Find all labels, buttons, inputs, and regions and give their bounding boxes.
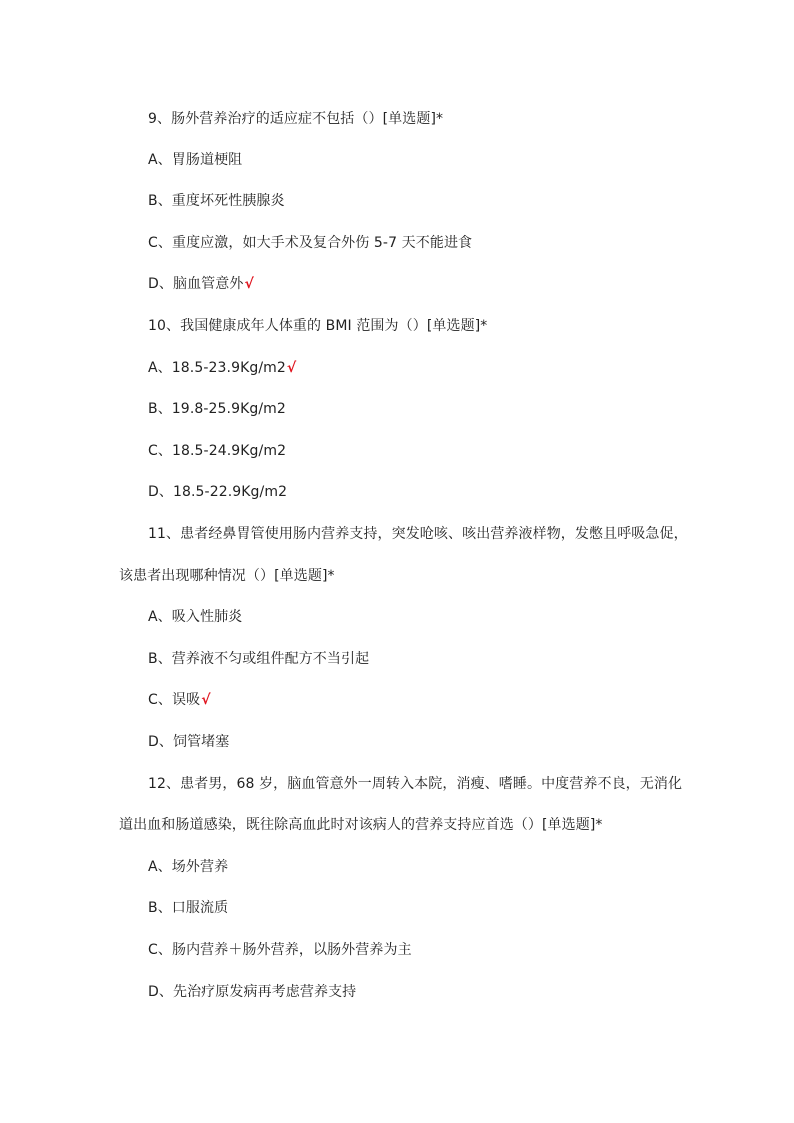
question-12-option-b[interactable]: B、口服流质 (148, 900, 229, 916)
question-11-stem-line2: 该患者出现哪种情况（）[单选题]* (119, 568, 335, 584)
correct-check-icon: √ (286, 360, 297, 376)
question-10-option-a[interactable] (148, 358, 296, 378)
question-9-option-b[interactable]: B、重度坏死性胰腺炎 (148, 193, 285, 209)
question-9-option-d[interactable] (148, 274, 254, 294)
question-12-option-a[interactable]: A、场外营养 (148, 859, 229, 875)
question-12-option-c[interactable]: C、肠内营养＋肠外营养，以肠外营养为主 (148, 942, 412, 958)
question-9-option-c[interactable]: C、重度应激，如大手术及复合外伤 5-7 天不能进食 (148, 235, 473, 251)
question-10-option-b[interactable]: B、19.8-25.9Kg/m2 (148, 401, 286, 417)
question-10-option-d[interactable]: D、18.5-22.9Kg/m2 (148, 484, 288, 500)
option-text: C、误吸 (148, 692, 201, 708)
question-11-option-b[interactable]: B、营养液不匀或组件配方不当引起 (148, 651, 370, 667)
option-text: D、脑血管意外 (148, 276, 244, 292)
question-11-option-d[interactable]: D、饲管堵塞 (148, 734, 230, 750)
question-9-stem: 9、肠外营养治疗的适应症不包括（）[单选题]* (148, 111, 444, 127)
question-12-stem-line2: 道出血和肠道感染，既往除高血此时对该病人的营养支持应首选（）[单选题]* (119, 817, 603, 833)
question-12-stem-line1: 12、患者男，68 岁，脑血管意外一周转入本院，消瘦、嗜睡。中度营养不良，无消化 (148, 776, 683, 792)
question-10-stem: 10、我国健康成年人体重的 BMI 范围为（）[单选题]* (148, 318, 488, 334)
correct-check-icon: √ (201, 692, 211, 708)
question-12-option-d[interactable]: D、先治疗原发病再考虑营养支持 (148, 984, 357, 1000)
correct-check-icon: √ (244, 276, 254, 292)
question-11-option-c[interactable] (148, 690, 211, 710)
question-11-option-a[interactable]: A、吸入性肺炎 (148, 609, 243, 625)
question-11-stem-line1: 11、患者经鼻胃管使用肠内营养支持，突发呛咳、咳出营养液样物，发憋且呼吸急促， (148, 526, 688, 542)
option-text: A、18.5-23.9Kg/m2 (148, 360, 286, 376)
question-10-option-c[interactable]: C、18.5-24.9Kg/m2 (148, 443, 287, 459)
question-9-option-a[interactable]: A、胃肠道梗阻 (148, 152, 243, 168)
